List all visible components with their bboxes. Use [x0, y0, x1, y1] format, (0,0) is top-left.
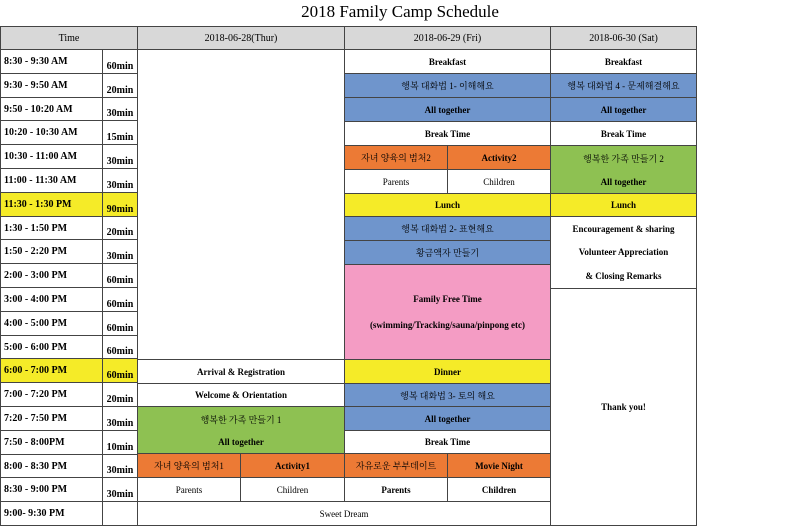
header-day1: 2018-06-28(Thur): [137, 26, 345, 50]
sat-closing-line3: & Closing Remarks: [585, 271, 662, 282]
fri-children2: Children: [447, 477, 551, 502]
time-slot: 1:50 - 2:20 PM: [0, 239, 103, 264]
time-slot: 9:50 - 10:20 AM: [0, 97, 103, 121]
sat-break: Break Time: [550, 121, 697, 146]
fri-free-line2: (swimming/Tracking/sauna/pinpong etc): [369, 320, 526, 330]
fri-free-line1: Family Free Time: [413, 294, 482, 304]
header-day2: 2018-06-29 (Fri): [344, 26, 551, 50]
time-slot: 11:00 - 11:30 AM: [0, 168, 103, 193]
time-slot: 5:00 - 6:00 PM: [0, 335, 103, 359]
time-slot: 9:30 - 9:50 AM: [0, 73, 103, 98]
fri-talk3: 행복 대화법 3- 토의 해요: [344, 383, 551, 407]
fri-parents: Parents: [344, 169, 448, 194]
fri-movie-night: Movie Night: [447, 453, 551, 478]
fri-golden-frame: 황금액자 만들기: [344, 240, 551, 265]
thu-family-line2: All together: [218, 437, 264, 448]
duration-slot: 60min: [102, 263, 138, 288]
time-slot: 3:00 - 4:00 PM: [0, 287, 103, 312]
header-time: Time: [0, 26, 138, 50]
duration-slot: 60min: [102, 311, 138, 336]
header-day3: 2018-06-30 (Sat): [550, 26, 697, 50]
thu-arrival: Arrival & Registration: [137, 359, 345, 384]
fri-couple-date: 자유로운 부부데이트: [344, 453, 448, 478]
time-slot: 7:00 - 7:20 PM: [0, 382, 103, 407]
time-slot: 7:50 - 8:00PM: [0, 430, 103, 455]
thu-family-together: [137, 406, 345, 454]
duration-slot: 30min: [102, 454, 138, 478]
sat-family-line2: All together: [600, 177, 647, 187]
fri-talk1: 행복 대화법 1- 이해해요: [344, 73, 551, 98]
fri-break1: Break Time: [344, 121, 551, 146]
duration-slot: [102, 501, 138, 526]
sat-breakfast: Breakfast: [550, 49, 697, 74]
sat-closing-line1: Encouragement & sharing: [572, 223, 675, 234]
time-slot: 10:30 - 11:00 AM: [0, 144, 103, 169]
sat-closing: [550, 216, 697, 289]
duration-slot: 10min: [102, 430, 138, 455]
duration-slot: 30min: [102, 97, 138, 121]
fri-break2: Break Time: [344, 430, 551, 454]
time-slot: 2:00 - 3:00 PM: [0, 263, 103, 288]
fri-free-time: [344, 264, 551, 360]
duration-slot: 60min: [102, 358, 138, 383]
duration-slot: 90min: [102, 192, 138, 217]
fri-talk2: 행복 대화법 2- 표현해요: [344, 216, 551, 241]
thu-welcome: Welcome & Orientation: [137, 383, 345, 407]
fri-alltogether2: All together: [344, 406, 551, 431]
sat-lunch: Lunch: [550, 193, 697, 217]
thu-family-line1: 행복한 가족 만들기 1: [200, 414, 282, 425]
thu-activity: Activity1: [240, 453, 345, 478]
thu-parenting: 자녀 양육의 범처1: [137, 453, 241, 478]
fri-lunch: Lunch: [344, 193, 551, 217]
time-slot: 8:30 - 9:00 PM: [0, 477, 103, 502]
fri-parenting: 자녀 양육의 범처2: [344, 145, 448, 170]
duration-slot: 30min: [102, 144, 138, 169]
duration-slot: 15min: [102, 120, 138, 145]
time-slot: 1:30 - 1:50 PM: [0, 216, 103, 240]
fri-alltogether1: All together: [344, 97, 551, 122]
time-slot: 7:20 - 7:50 PM: [0, 406, 103, 431]
sweet-dream: Sweet Dream: [137, 501, 551, 526]
duration-slot: 20min: [102, 382, 138, 407]
duration-slot: 30min: [102, 239, 138, 264]
fri-activity: Activity2: [447, 145, 551, 170]
time-slot: 8:00 - 8:30 PM: [0, 454, 103, 478]
duration-slot: 30min: [102, 168, 138, 193]
sat-closing-line2: Volunteer Appreciation: [578, 247, 669, 258]
duration-slot: 30min: [102, 477, 138, 502]
time-slot: 11:30 - 1:30 PM: [0, 192, 103, 217]
duration-slot: 60min: [102, 287, 138, 312]
time-slot: 9:00- 9:30 PM: [0, 501, 103, 526]
sat-family-together: [550, 145, 697, 194]
fri-children: Children: [447, 169, 551, 194]
fri-breakfast: Breakfast: [344, 49, 551, 74]
time-slot: 10:20 - 10:30 AM: [0, 120, 103, 145]
time-slot: 6:00 - 7:00 PM: [0, 358, 103, 383]
thu-children: Children: [240, 477, 345, 502]
duration-slot: 20min: [102, 216, 138, 240]
time-slot: 4:00 - 5:00 PM: [0, 311, 103, 336]
fri-dinner: Dinner: [344, 359, 551, 384]
sat-family-line1: 행복한 가족 만들기 2: [583, 154, 664, 164]
time-slot: 8:30 - 9:30 AM: [0, 49, 103, 74]
page-title: 2018 Family Camp Schedule: [301, 2, 499, 21]
duration-slot: 30min: [102, 406, 138, 431]
sat-thank-you: Thank you!: [550, 288, 697, 526]
sat-alltogether: All together: [550, 97, 697, 122]
duration-slot: 60min: [102, 49, 138, 74]
sat-talk4: 행복 대화법 4 - 문제해결해요: [550, 73, 697, 98]
duration-slot: 60min: [102, 335, 138, 359]
duration-slot: 20min: [102, 73, 138, 98]
fri-parents2: Parents: [344, 477, 448, 502]
thu-empty-block: [137, 49, 345, 360]
thu-parents: Parents: [137, 477, 241, 502]
